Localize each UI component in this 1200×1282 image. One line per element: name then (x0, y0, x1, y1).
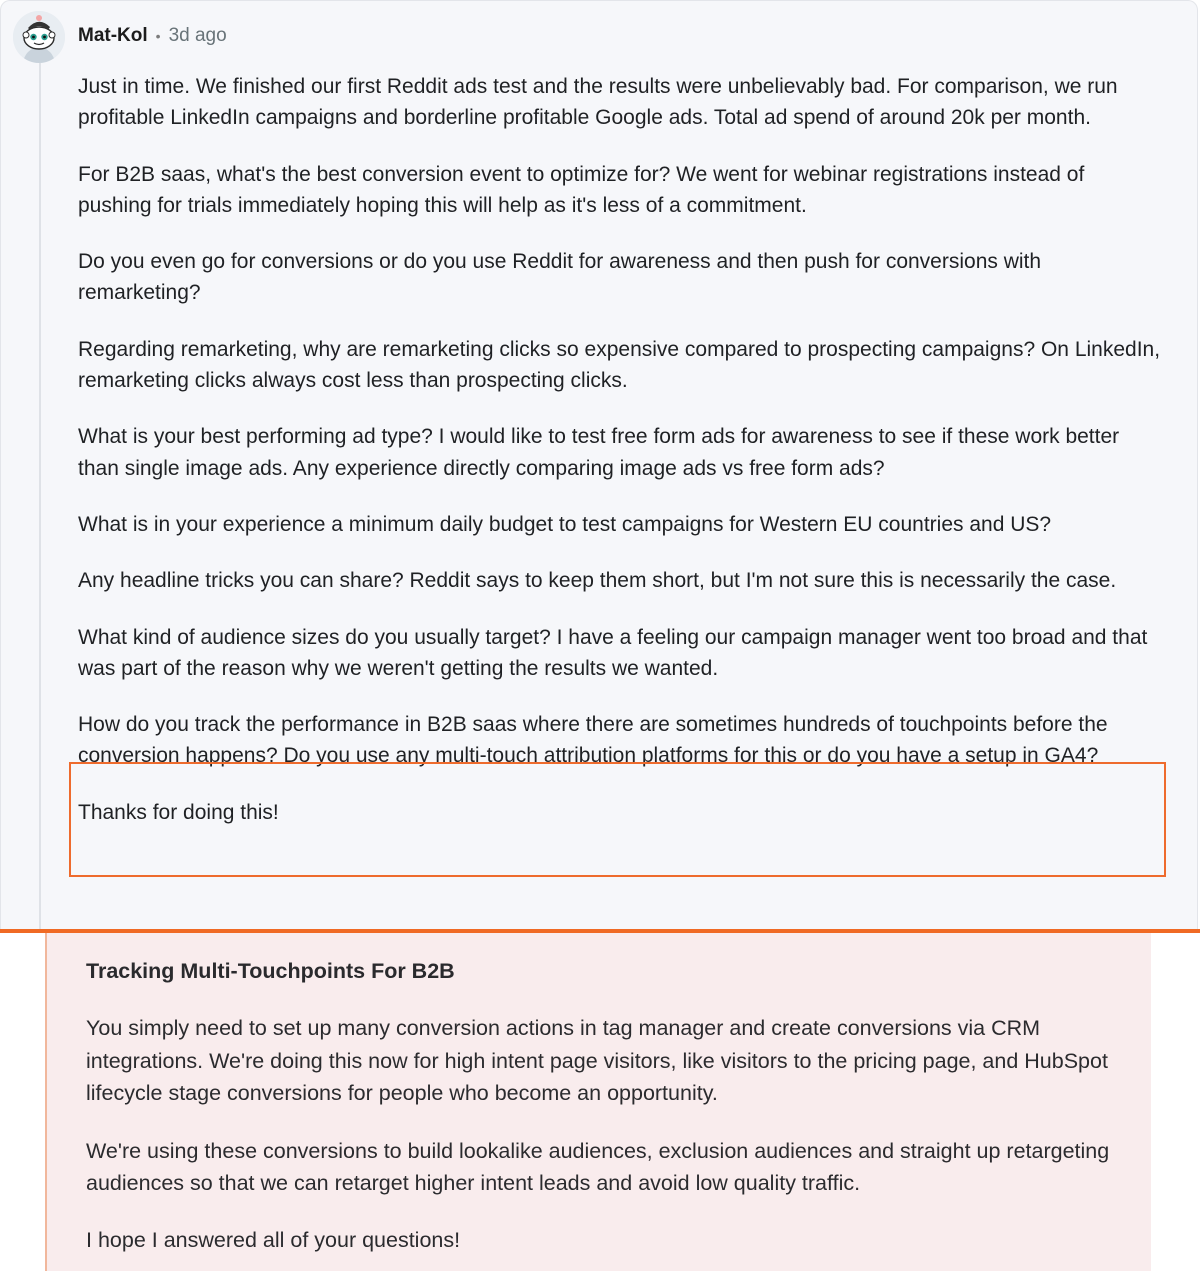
author-name[interactable]: Mat-Kol (78, 25, 148, 46)
comment-paragraph: Thanks for doing this! (78, 800, 279, 824)
comment-paragraph: Do you even go for conversions or do you use Reddit for awareness and then push for conversions with remarketing? (78, 250, 1042, 305)
reply-paragraph: You simply need to set up many conversion actions in tag manager and create conversions via CRM integrations. We're doing this now for high intent page visitors, like visitors to the pricing page, and HubSpot lifecycle stage conversions for people who become an opportunity. (86, 1016, 1108, 1106)
comment-paragraph: For B2B saas, what's the best conversion event to optimize for? We went for webinar registrations instead of pushing for trials immediately hoping this will help as it's less of a commitment. (78, 162, 1085, 217)
reply-area (0, 933, 1200, 1271)
meta-separator: • (155, 28, 161, 44)
comment-paragraph: What is your best performing ad type? I would like to test free form ads for awareness to see if these work better than single image ads. Any experience directly comparing image ads vs free form ads? (78, 425, 1120, 480)
reply-body (86, 955, 1136, 1282)
comment-paragraph: What is in your experience a minimum daily budget to test campaigns for Western EU countries and US? (78, 512, 1052, 536)
reply-paragraph: We're using these conversions to build lookalike audiences, exclusion audiences and straight up retargeting audiences so that we can retarget higher intent leads and avoid low quality traffic. (86, 1138, 1110, 1196)
comment-paragraph: What kind of audience sizes do you usually target? I have a feeling our campaign manager went too broad and that was part of the reason why we weren't getting the results we wanted. (78, 625, 1148, 680)
comment-paragraph: Just in time. We finished our first Reddit ads test and the results were unbelievably bad. For comparison, we run profitable LinkedIn campaigns and borderline profitable Google ads. Total ad spend of around 20k per month. (78, 75, 1118, 130)
comment-body (78, 71, 1163, 853)
comment-header (78, 24, 227, 48)
user-avatar[interactable] (13, 11, 65, 63)
comment-paragraph: Any headline tricks you can share? Reddit says to keep them short, but I'm not sure this is necessarily the case. (78, 569, 1117, 593)
reply-paragraph: I hope I answered all of your questions! (86, 1228, 461, 1253)
thread-line[interactable] (39, 63, 41, 931)
snoo-avatar-icon (13, 11, 65, 63)
comment-paragraph-highlighted: How do you track the performance in B2B saas where there are sometimes hundreds of touchpoints before the conversion happens? Do you use any multi-touch attribution platforms for this or do you have a setup in GA4? (78, 713, 1108, 768)
comment-timestamp[interactable]: 3d ago (168, 25, 227, 46)
reply-title: Tracking Multi-Touchpoints For B2B (86, 959, 455, 983)
comment-paragraph: Regarding remarketing, why are remarketing clicks so expensive compared to prospecting campaigns? On LinkedIn, remarketing clicks always cost less than prospecting clicks. (78, 337, 1161, 393)
